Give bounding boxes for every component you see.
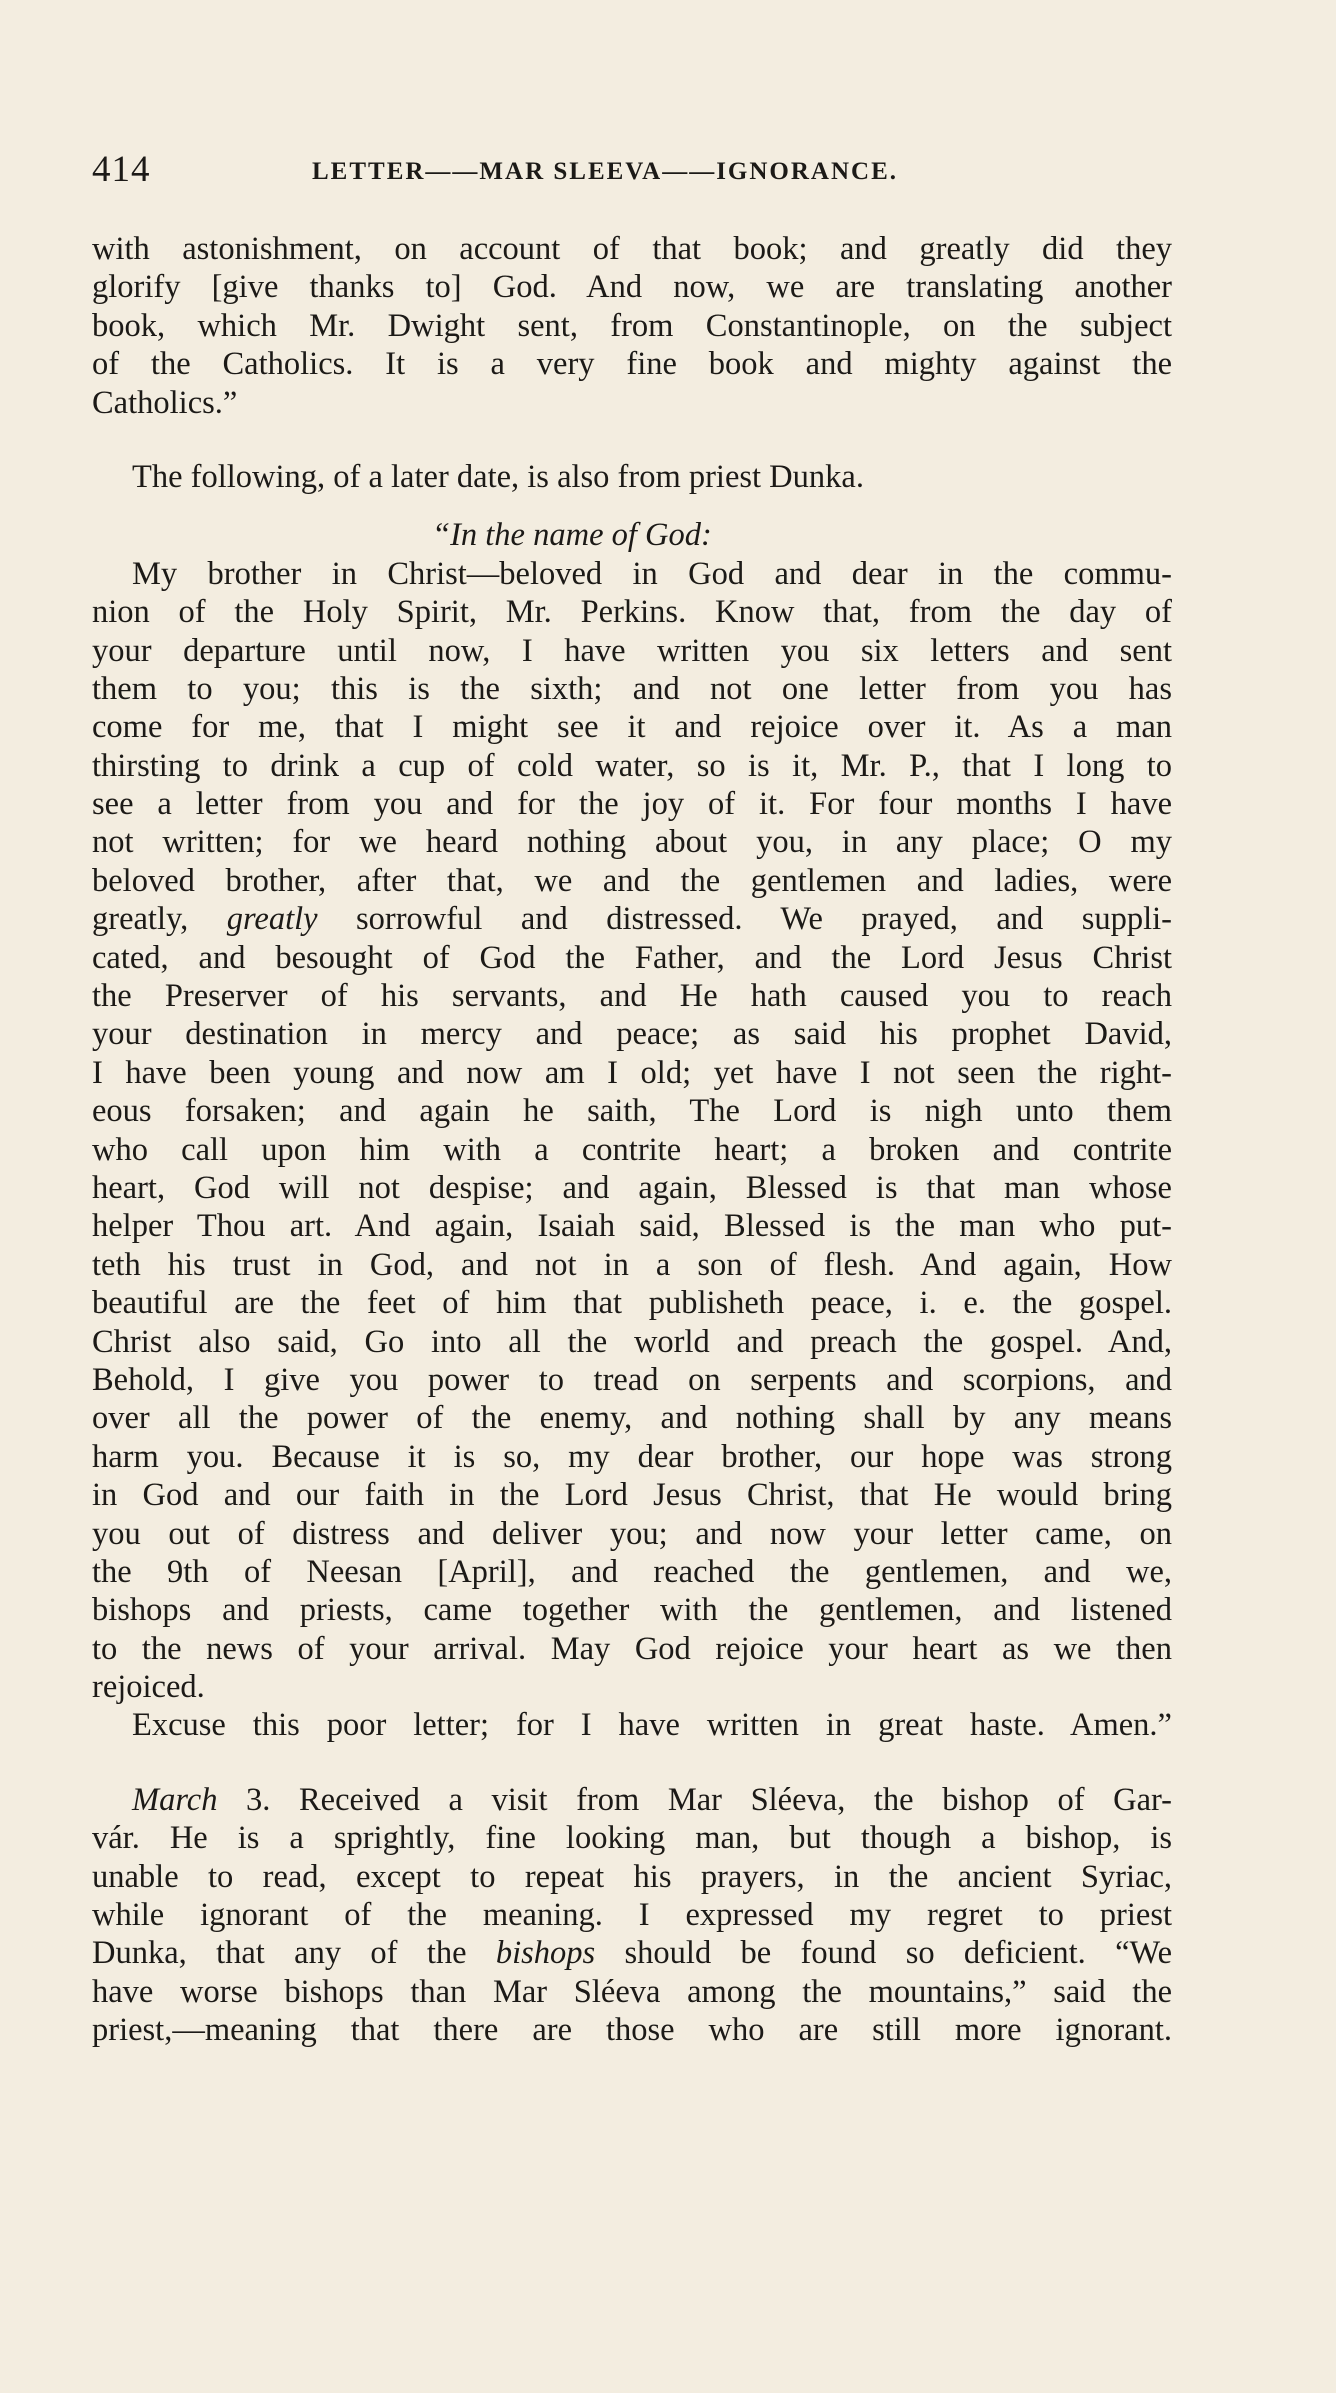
journal-entry [92, 1781, 1172, 2050]
entry-first-line [92, 1781, 1172, 1819]
text-line: you out of distress and deliver you; and now your letter came, on [92, 1515, 1172, 1552]
text-line: eous forsaken; and again he saith, The Lord is nigh unto them [92, 1093, 1172, 1130]
text-line: in God and our faith in the Lord Jesus Christ, that He would bring [92, 1477, 1172, 1514]
text-line: teth his trust in God, and not in a son of flesh. And again, How [92, 1246, 1172, 1283]
text-line: who call upon him with a contrite heart; a broken and contrite [92, 1131, 1172, 1168]
text-segment: greatly, [92, 901, 227, 938]
text-line: your departure until now, I have written you six letters and sent [92, 632, 1172, 669]
paragraph-continuation [92, 230, 1172, 422]
book-page [92, 148, 1172, 2050]
text-line: of the Catholics. It is a very fine book and mighty against the [92, 346, 1172, 383]
letter-salutation: “In the name of God: [432, 517, 712, 554]
letter-closing: Excuse this poor letter; for I have written in great haste. Amen.” [132, 1707, 1172, 1744]
text-line: I have been young and now am I old; yet have I not seen the right- [92, 1054, 1172, 1091]
text-segment: should be found so deficient. “We [595, 1935, 1172, 1972]
text-line: the Preserver of his servants, and He hath caused you to reach [92, 978, 1172, 1015]
text-line: while ignorant of the meaning. I expressed my regret to priest [92, 1897, 1172, 1934]
entry-date: March [132, 1781, 218, 1818]
text-line: come for me, that I might see it and rejoice over it. As a man [92, 709, 1172, 746]
text-line: have worse bishops than Mar Sléeva among the mountains,” said the [92, 1973, 1172, 2010]
page-header [92, 148, 1172, 204]
text-line: helper Thou art. And again, Isaiah said, Blessed is the man who put- [92, 1208, 1172, 1245]
text-line: cated, and besought of God the Father, and the Lord Jesus Christ [92, 939, 1172, 976]
text-segment: Dunka, that any of the [92, 1935, 496, 1972]
text-line: unable to read, except to repeat his prayers, in the ancient Syriac, [92, 1858, 1172, 1895]
text-line: see a letter from you and for the joy of it. For four months I have [92, 786, 1172, 823]
text-line: over all the power of the enemy, and nothing shall by any means [92, 1400, 1172, 1437]
text-line: book, which Mr. Dwight sent, from Constantinople, on the subject [92, 307, 1172, 344]
text-line: beloved brother, after that, we and the gentlemen and ladies, were [92, 862, 1172, 899]
text-line: bishops and priests, came together with the gentlemen, and listened [92, 1592, 1172, 1629]
text-line: with astonishment, on account of that book; and greatly did they [92, 231, 1172, 267]
text-line: vár. He is a sprightly, fine looking man, but though a bishop, is [92, 1820, 1172, 1857]
text-line: heart, God will not despise; and again, Blessed is that man whose [92, 1169, 1172, 1206]
text-line: to the news of your arrival. May God rejoice your heart as we then [92, 1630, 1172, 1667]
text-segment: sorrowful and distressed. We prayed, and suppli- [317, 901, 1172, 938]
text-line: glorify [give thanks to] God. And now, we are translating another [92, 269, 1172, 306]
text-segment: Received a visit from Mar Sléeva, the bishop of Gar- [270, 1781, 1172, 1818]
text-line: them to you; this is the sixth; and not one letter from you has [92, 670, 1172, 707]
text-line: thirsting to drink a cup of cold water, so is it, Mr. P., that I long to [92, 747, 1172, 784]
letter-body [92, 555, 1172, 1745]
text-line: My brother in Christ—beloved in God and dear in the commu- [132, 555, 1172, 592]
text-line: the 9th of Neesan [April], and reached the gentlemen, and we, [92, 1553, 1172, 1590]
text-line: nion of the Holy Spirit, Mr. Perkins. Know that, from the day of [92, 594, 1172, 631]
text-segment: 3. [217, 1781, 271, 1818]
intro-line: The following, of a later date, is also from priest Dunka. [132, 458, 864, 495]
page-number: 414 [92, 149, 151, 190]
text-line: Behold, I give you power to tread on serpents and scorpions, and [92, 1361, 1172, 1398]
text-line: Catholics.” [92, 384, 238, 421]
running-head: LETTER——MAR SLEEVA——IGNORANCE. [312, 158, 899, 185]
italic-word: bishops [495, 1935, 596, 1972]
text-line-bishops [92, 1934, 1172, 1972]
text-line: harm you. Because it is so, my dear brother, our hope was strong [92, 1438, 1172, 1475]
text-line: not written; for we heard nothing about you, in any place; O my [92, 824, 1172, 861]
text-line: beautiful are the feet of him that publisheth peace, i. e. the gospel. [92, 1285, 1172, 1322]
text-line: Christ also said, Go into all the world and preach the gospel. And, [92, 1323, 1172, 1360]
text-line: rejoiced. [92, 1669, 205, 1706]
text-line-greatly [92, 900, 1172, 938]
text-line: priest,—meaning that there are those who are still more ignorant. [92, 2012, 1172, 2049]
text-line: your destination in mercy and peace; as said his prophet David, [92, 1016, 1172, 1053]
italic-word: greatly [226, 901, 318, 938]
